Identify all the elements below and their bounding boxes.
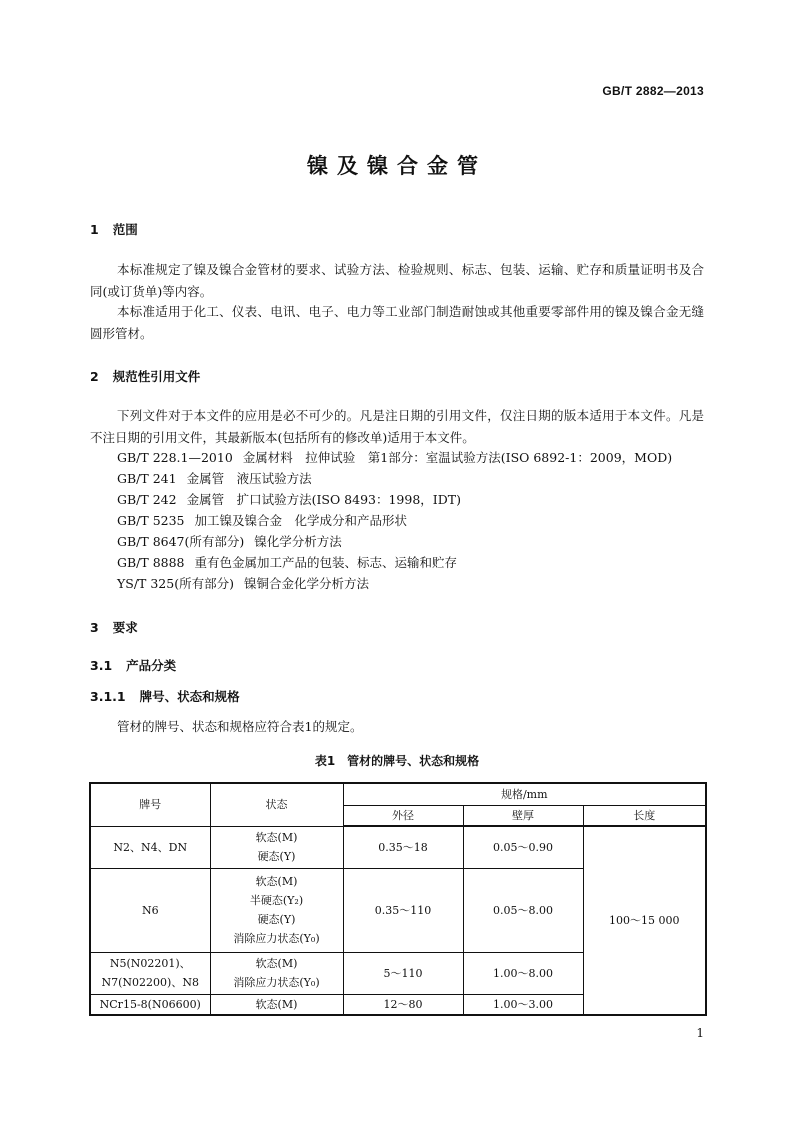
reference-code: GB/T 5235	[117, 513, 185, 528]
grade-line: N2、N4、DN	[113, 840, 188, 854]
section-number: 3.1	[90, 658, 113, 673]
header-length: 长度	[583, 806, 706, 827]
state-line: 软态(M)	[255, 831, 298, 844]
state-line: 消除应力状态(Y₀)	[233, 976, 320, 989]
state-line: 硬态(Y)	[257, 850, 296, 863]
outer-diameter-cell: 0.35～110	[343, 868, 463, 952]
state-cell	[210, 952, 343, 994]
outer-diameter-cell: 0.35～18	[343, 826, 463, 868]
table-caption: 表1 管材的牌号、状态和规格	[314, 754, 480, 768]
wall-thickness-cell: 0.05～0.90	[463, 826, 583, 868]
reference-code: YS/T 325(所有部分)	[117, 576, 234, 591]
state-cell	[210, 868, 343, 952]
section-3-1-heading	[90, 656, 176, 674]
reference-code: GB/T 8888	[117, 555, 185, 570]
state-line: 软态(M)	[255, 875, 298, 888]
state-line: 软态(M)	[255, 997, 298, 1011]
wall-thickness-cell: 1.00～8.00	[463, 952, 583, 994]
outer-diameter-cell: 12～80	[343, 994, 463, 1015]
grade-cell	[90, 994, 210, 1015]
header-state: 状态	[210, 783, 343, 826]
section-title: 范围	[112, 222, 138, 237]
wall-thickness-cell: 1.00～3.00	[463, 994, 583, 1015]
reference-item	[117, 469, 312, 489]
paragraph: 本标准规定了镍及镍合金管材的要求、试验方法、检验规则、标志、包装、运输、贮存和质量证明书及合同(或订货单)等内容。	[90, 262, 704, 299]
reference-name: 重有色金属加工产品的包装、标志、运输和贮存	[194, 555, 458, 570]
table-row	[90, 826, 706, 868]
paragraph: 下列文件对于本文件的应用是必不可少的。凡是注日期的引用文件，仅注日期的版本适用于本文件。凡是不注日期的引用文件，其最新版本(包括所有的修改单)适用于本文件。	[90, 408, 704, 445]
section-number: 1	[90, 222, 99, 237]
reference-code: GB/T 241	[117, 471, 177, 486]
grade-line: N5(N02201)、	[109, 957, 191, 970]
header-grade: 牌号	[90, 783, 210, 826]
reference-name: 加工镍及镍合金 化学成分和产品形状	[194, 513, 408, 528]
paragraph: 本标准适用于化工、仪表、电讯、电子、电力等工业部门制造耐蚀或其他重要零部件用的镍及镍合金无缝圆形管材。	[90, 304, 704, 341]
section-title: 牌号、状态和规格	[139, 689, 240, 704]
state-line: 消除应力状态(Y₀)	[233, 932, 320, 945]
spec-table	[89, 782, 707, 1016]
reference-name: 镍铜合金化学分析方法	[243, 576, 369, 591]
grade-cell	[90, 868, 210, 952]
grade-line: N6	[141, 903, 159, 917]
page-number: 1	[696, 1026, 704, 1040]
grade-line: NCr15-8(N06600)	[99, 997, 201, 1011]
state-line: 软态(M)	[255, 957, 298, 970]
table-header-row	[90, 783, 706, 806]
standard-code: GB/T 2882—2013	[602, 84, 704, 98]
reference-item	[117, 448, 672, 468]
section-number: 3	[90, 620, 99, 635]
grade-cell	[90, 826, 210, 868]
section-3-heading	[90, 618, 138, 636]
section-2-heading	[90, 367, 200, 385]
section-3-1-1-heading	[90, 687, 240, 705]
reference-item	[117, 532, 342, 552]
reference-code: GB/T 242	[117, 492, 177, 507]
reference-name: 镍化学分析方法	[254, 534, 342, 549]
paragraph: 管材的牌号、状态和规格应符合表1的规定。	[117, 719, 363, 734]
reference-item	[117, 511, 407, 531]
state-line: 半硬态(Y₂)	[249, 894, 304, 907]
reference-code: GB/T 228.1—2010	[117, 450, 233, 465]
header-outer-diameter: 外径	[343, 806, 463, 827]
section-number: 3.1.1	[90, 689, 126, 704]
reference-code: GB/T 8647(所有部分)	[117, 534, 245, 549]
state-line: 硬态(Y)	[257, 913, 296, 926]
reference-name: 金属管 扩口试验方法(ISO 8493：1998，IDT)	[186, 492, 461, 507]
grade-line: N7(N02200)、N8	[101, 976, 199, 989]
document-title: 镍及镍合金管	[307, 154, 487, 178]
length-cell: 100～15 000	[583, 826, 706, 1015]
header-wall-thickness: 壁厚	[463, 806, 583, 827]
section-title: 规范性引用文件	[112, 369, 201, 384]
state-cell	[210, 994, 343, 1015]
reference-item	[117, 574, 369, 594]
section-title: 产品分类	[126, 658, 177, 673]
grade-cell	[90, 952, 210, 994]
outer-diameter-cell: 5～110	[343, 952, 463, 994]
section-title: 要求	[112, 620, 138, 635]
reference-item	[117, 553, 457, 573]
header-spec: 规格/mm	[343, 783, 706, 806]
wall-thickness-cell: 0.05～8.00	[463, 868, 583, 952]
reference-name: 金属材料 拉伸试验 第1部分：室温试验方法(ISO 6892-1：2009，MOD)	[242, 450, 673, 465]
state-cell	[210, 826, 343, 868]
reference-item	[117, 490, 461, 510]
reference-name: 金属管 液压试验方法	[186, 471, 312, 486]
section-number: 2	[90, 369, 99, 384]
section-1-heading	[90, 220, 138, 238]
